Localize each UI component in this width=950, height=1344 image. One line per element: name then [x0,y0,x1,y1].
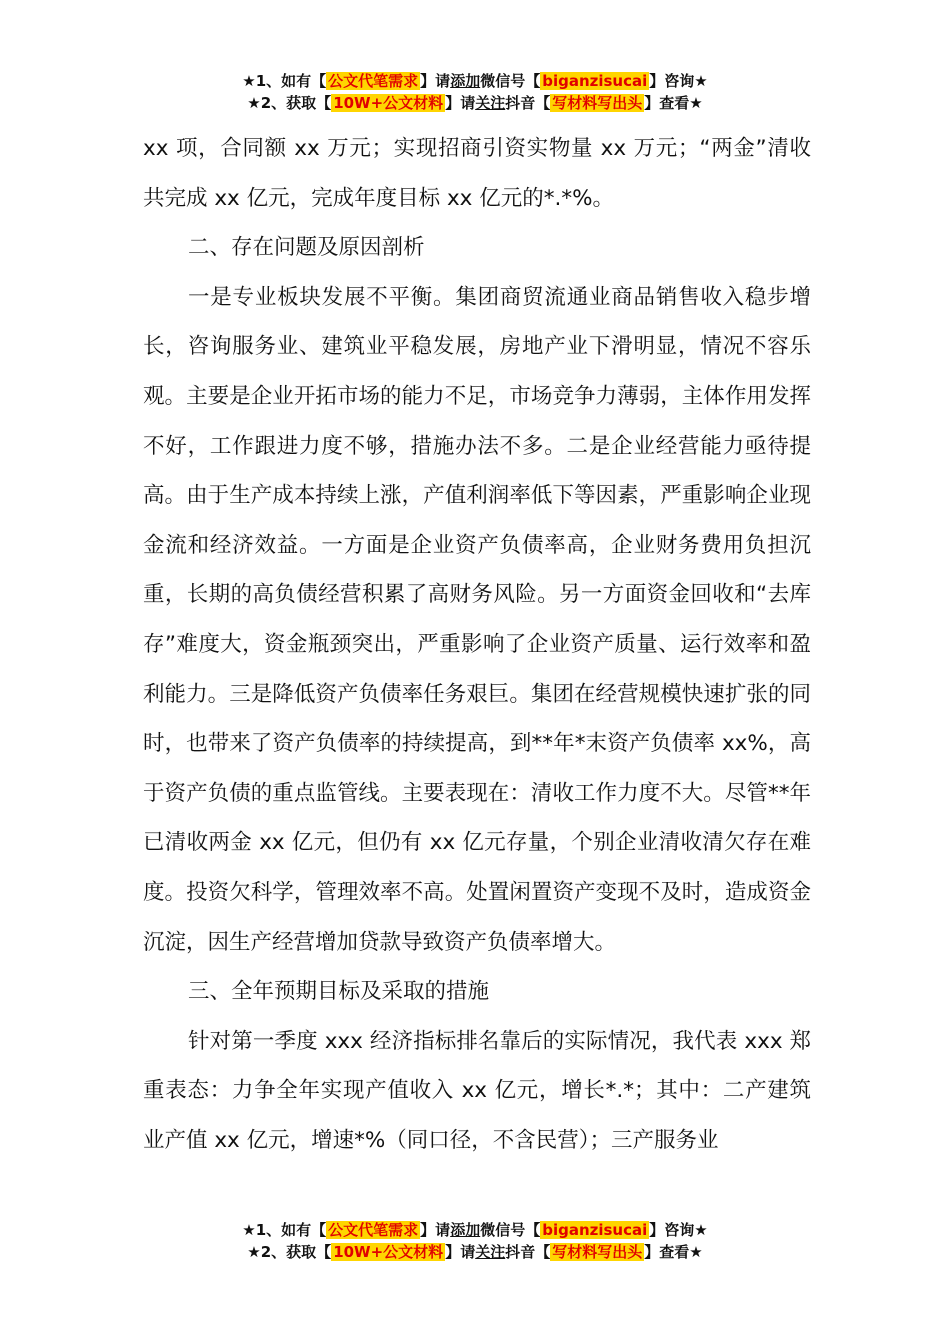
notice-underlined: 添加 [450,1221,481,1239]
highlight-materials: 10W+公文材料 [333,94,444,112]
section-heading-2: 二、存在问题及原因剖析 [188,235,425,261]
notice-text: 】查看★ [644,94,703,112]
paragraph-continuation: xx 项，合同额 xx 万元；实现招商引资实物量 xx 万元；“两金”清收共完成 xx 亿元，完成年度目标 xx 亿元的*.*%。 [143,136,811,211]
notice-text: ★1、如有【 [242,72,327,90]
notice-line-1 [0,70,950,92]
section-heading-3: 三、全年预期目标及采取的措施 [188,979,490,1005]
notice-line-2 [0,1241,950,1263]
notice-line-1 [0,1219,950,1241]
notice-text: ★2、获取【 [247,94,332,112]
notice-line-2 [0,92,950,114]
notice-text: 】请 [420,1221,451,1239]
highlight-materials: 10W+公文材料 [333,1243,444,1261]
highlight-wechat-id: biganzisucai [542,1221,648,1239]
highlight-douyin: 写材料写出头 [552,1243,643,1261]
notice-underlined: 添加 [450,72,481,90]
paragraph-targets: 针对第一季度 xxx 经济指标排名靠后的实际情况，我代表 xxx 郑重表态：力争全年实现产值收入 xx 亿元，增长*.*；其中：二产建筑业产值 xx 亿元，增速*%（同口径，不含民营）；三产服务业 [143,1028,811,1153]
notice-text: 】咨询★ [649,1221,708,1239]
document-body [143,124,811,1165]
paragraph-problems: 一是专业板块发展不平衡。集团商贸流通业商品销售收入稳步增长，咨询服务业、建筑业平稳发展，房地产业下滑明显，情况不容乐观。主要是企业开拓市场的能力不足，市场竞争力薄弱，主体作用发挥不好，工作跟进力度不够，措施办法不多。二是企业经营能力亟待提高。由于生产成本持续上涨，产值利润率低下等因素，严重影响企业现金流和经济效益。一方面是企业资产负债率高，企业财务费用负担沉重，长期的高负债经营积累了高财务风险。另一方面资金回收和“去库存”难度大，资金瓶颈突出，严重影响了企业资产质量、运行效率和盈利能力。三是降低资产负债率任务艰巨。集团在经营规模快速扩张的同时，也带来了资产负债率的持续提高，到**年*末资产负债率 xx%，高于资产负债的重点监管线。主要表现在：清收工作力度不大。尽管**年已清收两金 xx 亿元，但仍有 xx 亿元存量，个别企业清收清欠存在难度。投资欠科学，管理效率不高。处置闲置资产变现不及时，造成资金沉淀，因生产经营增加贷款导致资产负债率增大。 [143,284,811,955]
notice-text: 】查看★ [644,1243,703,1261]
header-notice [0,70,950,114]
notice-underlined: 关注 [475,94,506,112]
notice-text: 】咨询★ [649,72,708,90]
highlight-service: 公文代笔需求 [328,1221,419,1239]
highlight-douyin: 写材料写出头 [552,94,643,112]
notice-text: ★2、获取【 [247,1243,332,1261]
footer-notice [0,1219,950,1263]
highlight-service: 公文代笔需求 [328,72,419,90]
notice-text: 微信号【 [480,1221,541,1239]
notice-text: 】请 [420,72,451,90]
notice-text: ★1、如有【 [242,1221,327,1239]
notice-text: 】请 [445,1243,476,1261]
notice-text: 抖音【 [505,94,551,112]
notice-text: 微信号【 [480,72,541,90]
notice-text: 】请 [445,94,476,112]
notice-underlined: 关注 [475,1243,506,1261]
notice-text: 抖音【 [505,1243,551,1261]
highlight-wechat-id: biganzisucai [542,72,648,90]
